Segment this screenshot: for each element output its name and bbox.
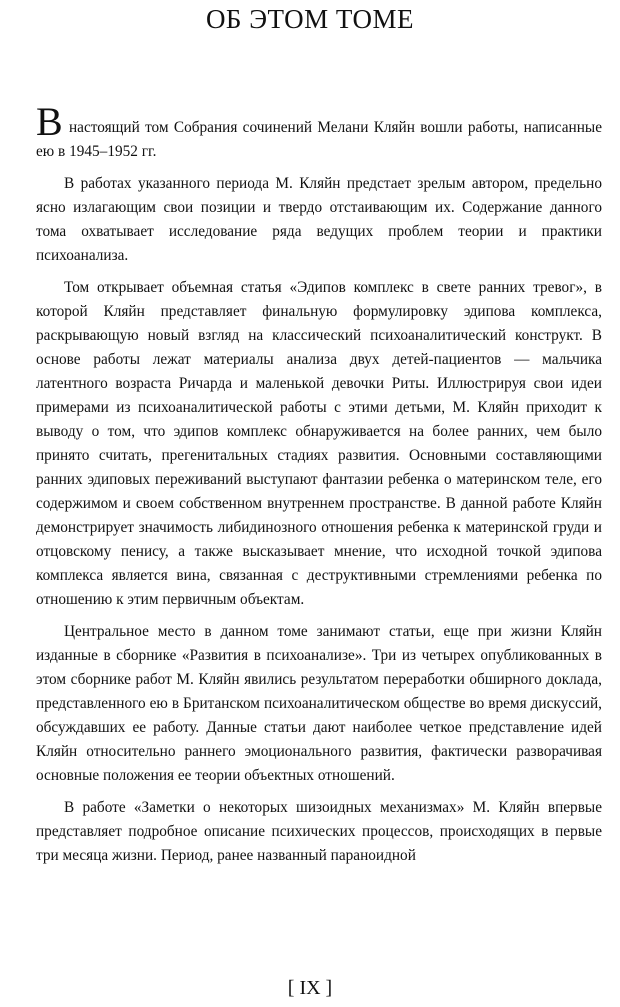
paragraph-4: Центральное место в данном томе занимают статьи, еще при жизни Кляйн изданные в сборнике «Развития в психоанализе». Три из четырех опубликованных в этом сборнике работ М. Кляйн явились результатом переработки обширного доклада, представленного ею в Британском психоаналитическом обществе во время дискуссий, обсуждавших ее работу. Данные статьи дают наиболее четкое представление идей Кляйн относительно раннего эмоционального развития, фактически разворачивая основные положения ее теории объектных отношений. bbox=[36, 623, 602, 784]
paragraph-3: Том открывает объемная статья «Эдипов комплекс в свете ранних тревог», в которой Кляйн представляет финальную формулировку эдипова комплекса, раскрывающую новый взгляд на классический психоаналитический конструкт. В основе работы лежат материалы анализа двух детей-пациентов — мальчика латентного возраста Ричарда и маленькой девочки Риты. Иллюстрируя свои идеи примерами из психоаналитической работы с этими детьми, М. Кляйн приходит к выводу о том, что эдипов комплекс обнаруживается на более ранних, чем было принято считать, прегенитальных стадиях развития. Основными составляющими ранних эдиповых переживаний выступают фантазии ребенка о материнском теле, его содержимом и своем собственном внутреннем пространстве. В данной работе Кляйн демонстрирует значимость либидинозного отношения ребенка к материнской груди и отцовскому пенису, а также высказывает мнение, что исходной точкой эдипова комплекса является вина, связанная с деструктивными стремлениями ребенка по отношению к этим первичным объектам. bbox=[36, 279, 602, 608]
paragraph-2: В работах указанного периода М. Кляйн предстает зрелым автором, предельно ясно излагающим свои позиции и твердо отстаивающим их. Содержание данного тома охватывает исследование ряда ведущих проблем теории и практики психоанализа. bbox=[36, 175, 602, 264]
chapter-title: ОБ ЭТОМ ТОМЕ bbox=[205, 4, 415, 34]
drop-cap: В bbox=[36, 99, 63, 144]
paragraph-1 bbox=[36, 99, 602, 164]
paragraph-1-text: настоящий том Собрания сочинений Мелани Кляйн вошли работы, написанные ею в 1945–1952 гг. bbox=[36, 119, 602, 160]
page-number: [ IX ] bbox=[287, 977, 333, 999]
body-text bbox=[36, 99, 602, 876]
paragraph-5: В работе «Заметки о некоторых шизоидных механизмах» М. Кляйн впервые представляет подробное описание психических процессов, происходящих в первые три месяца жизни. Период, ранее названный параноидной bbox=[36, 799, 602, 864]
